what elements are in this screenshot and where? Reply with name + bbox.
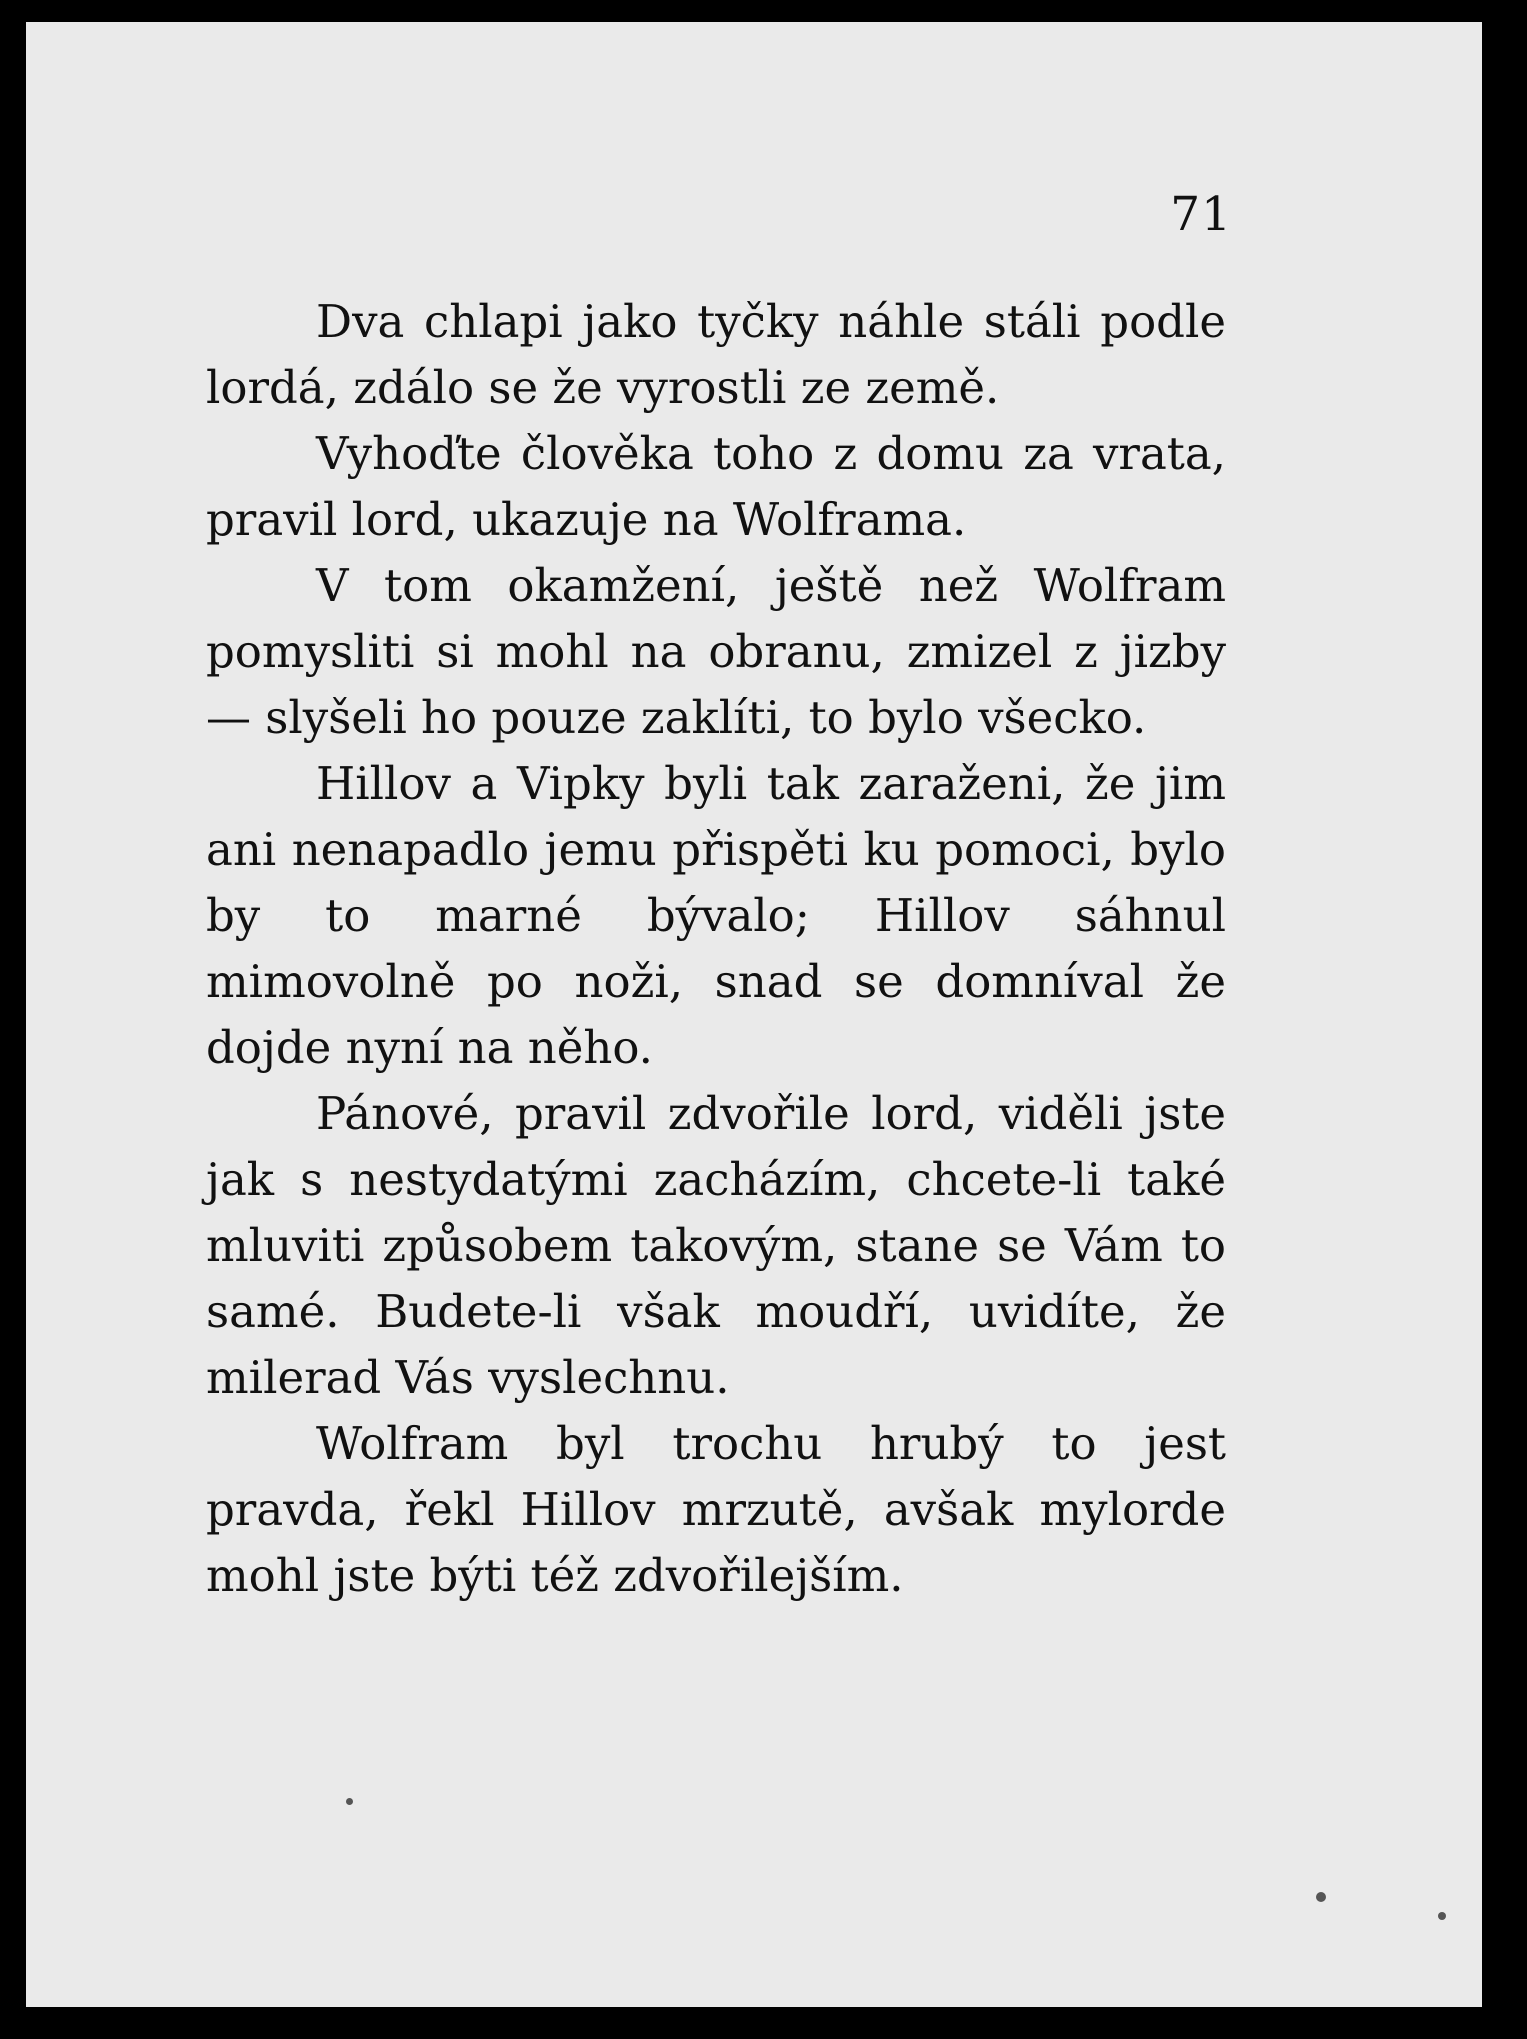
paper-speck	[1438, 1912, 1446, 1920]
page-number: 71	[1170, 187, 1232, 242]
paragraph: Pánové, pravil zdvořile lord, viděli jste jak s nestydatými zacházím, chcete-li také mluviti způsobem takovým, stane se Vám to samé. Budete-li však moudří, uvidíte, že milerad Vás vyslechnu.	[206, 1087, 1226, 1404]
paper-speck	[346, 1798, 353, 1805]
paragraph: V tom okamžení, ještě než Wolfram pomysliti si mohl na obranu, zmizel z jizby — slyšeli ho pouze zaklíti, to bylo všecko.	[206, 559, 1226, 744]
book-page	[26, 22, 1482, 2007]
paragraph: Dva chlapi jako tyčky náhle stáli podle lordá, zdálo se že vyrostli ze země.	[206, 295, 1226, 414]
body-text	[206, 289, 1226, 1609]
paragraph: Vyhoďte člověka toho z domu za vrata, pravil lord, ukazuje na Wolframa.	[206, 427, 1226, 546]
paper-speck	[1316, 1892, 1326, 1902]
paragraph: Hillov a Vipky byli tak zaraženi, že jim ani nenapadlo jemu přispěti ku pomoci, bylo by to marné bývalo; Hillov sáhnul mimovolně po noži, snad se domníval že dojde nyní na něho.	[206, 757, 1226, 1074]
paragraph: Wolfram byl trochu hrubý to jest pravda, řekl Hillov mrzutě, avšak mylorde mohl jste býti též zdvořilejším.	[206, 1417, 1226, 1602]
